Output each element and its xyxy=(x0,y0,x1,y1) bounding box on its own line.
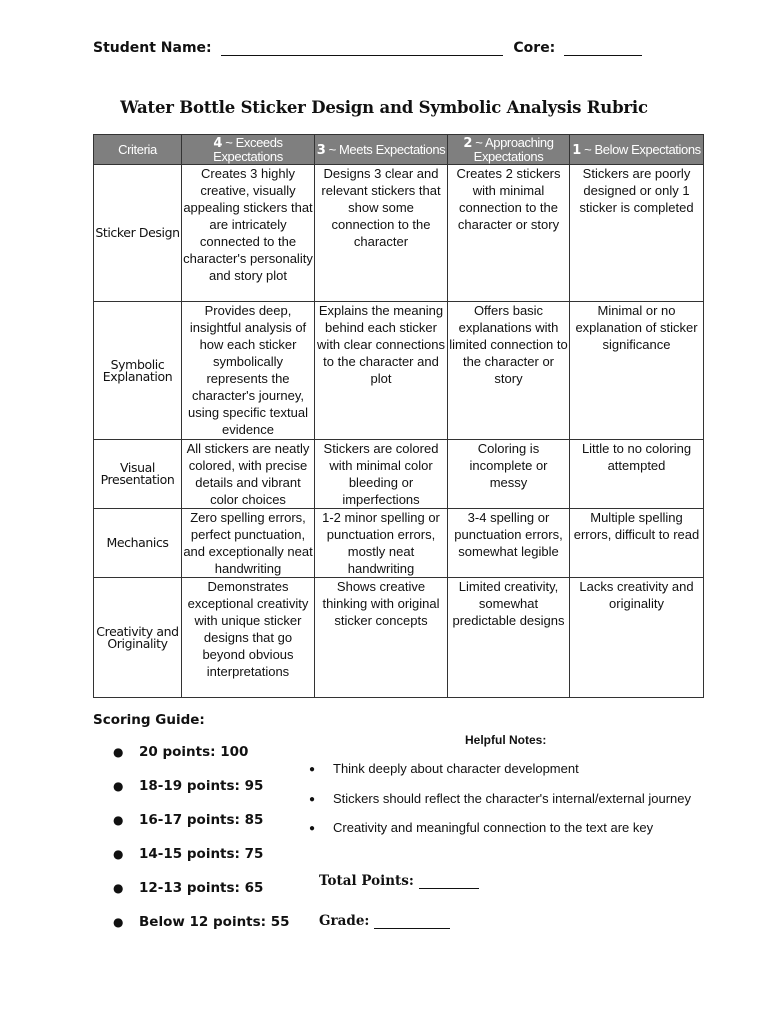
list-item: ● Think deeply about character development xyxy=(309,761,579,776)
criterion-cell: Visual Presentation xyxy=(94,440,182,509)
list-item: ● Below 12 points: 55 xyxy=(113,914,290,930)
scoring-guide-title: Scoring Guide: xyxy=(93,712,205,728)
total-points-blank[interactable] xyxy=(419,875,479,889)
student-name-label: Student Name: xyxy=(93,40,212,56)
list-item: ● 18-19 points: 95 xyxy=(113,778,264,794)
list-item: ● 14-15 points: 75 xyxy=(113,846,264,862)
table-cell: Stickers are colored with minimal color bleeding or imperfections xyxy=(315,440,448,509)
bullet-icon: ● xyxy=(113,881,124,895)
header-line xyxy=(93,40,642,56)
column-header-1: 1 ~ Below Expectations xyxy=(570,135,704,165)
table-cell: Designs 3 clear and relevant stickers that show some connection to the character xyxy=(315,165,448,302)
total-points-label: Total Points: xyxy=(319,873,414,889)
table-row xyxy=(94,440,704,509)
criterion-cell: Creativity and Originality xyxy=(94,578,182,698)
table-cell: Minimal or no explanation of sticker significance xyxy=(570,302,704,440)
table-cell: 3-4 spelling or punctuation errors, somewhat legible xyxy=(448,509,570,578)
list-item: ● 20 points: 100 xyxy=(113,744,249,760)
list-item: ● 12-13 points: 65 xyxy=(113,880,264,896)
table-cell: Creates 2 stickers with minimal connection to the character or story xyxy=(448,165,570,302)
table-cell: Shows creative thinking with original sticker concepts xyxy=(315,578,448,698)
column-header-4: 4 ~ Exceeds Expectations xyxy=(182,135,315,165)
table-cell: Offers basic explanations with limited connection to the character or story xyxy=(448,302,570,440)
bullet-icon: ● xyxy=(113,847,124,861)
student-name-blank[interactable] xyxy=(221,41,503,56)
core-blank[interactable] xyxy=(564,41,642,56)
core-label: Core: xyxy=(513,40,556,56)
total-points xyxy=(319,873,479,889)
table-cell: Explains the meaning behind each sticker with clear connections to the character and plot xyxy=(315,302,448,440)
scoring-guide-list xyxy=(113,744,290,948)
table-cell: Limited creativity, somewhat predictable designs xyxy=(448,578,570,698)
bullet-icon: ● xyxy=(309,793,316,805)
table-cell: Zero spelling errors, perfect punctuation, and exceptionally neat handwriting xyxy=(183,510,313,576)
criterion-cell: Symbolic Explanation xyxy=(94,302,182,440)
rubric-table xyxy=(93,134,704,698)
list-item: ● 16-17 points: 85 xyxy=(113,812,264,828)
table-cell: Little to no coloring attempted xyxy=(570,440,704,509)
table-cell: Demonstrates exceptional creativity with unique sticker designs that go beyond obvious interpretations xyxy=(182,578,315,698)
bullet-icon: ● xyxy=(113,813,124,827)
bullet-icon: ● xyxy=(113,745,124,759)
helpful-notes-title: Helpful Notes: xyxy=(465,733,547,747)
criterion-cell: Mechanics xyxy=(94,509,182,578)
table-cell: All stickers are neatly colored, with precise details and vibrant color choices xyxy=(182,440,315,509)
table-cell: Creates 3 highly creative, visually appealing stickers that are intricately connected to the character's personality and story plot xyxy=(182,165,315,302)
list-item: ● Creativity and meaningful connection to the text are key xyxy=(309,820,654,835)
table-row xyxy=(94,509,704,578)
table-cell: Multiple spelling errors, difficult to read xyxy=(570,509,704,578)
table-cell: Lacks creativity and originality xyxy=(570,578,704,698)
helpful-notes-list xyxy=(309,761,691,850)
grade-label: Grade: xyxy=(319,913,370,929)
table-row xyxy=(94,165,704,302)
table-header-row xyxy=(94,135,704,165)
list-item: ● Stickers should reflect the character's internal/external journey xyxy=(309,790,691,806)
column-header-3: 3 ~ Meets Expectations xyxy=(315,135,448,165)
grade xyxy=(319,913,450,929)
criterion-cell: Sticker Design xyxy=(94,165,182,302)
bullet-icon: ● xyxy=(113,779,124,793)
column-header-2: 2 ~ Approaching Expectations xyxy=(448,135,570,165)
table-row xyxy=(94,578,704,698)
table-row xyxy=(94,302,704,440)
page-title: Water Bottle Sticker Design and Symbolic Analysis Rubric xyxy=(120,98,648,117)
bullet-icon: ● xyxy=(309,823,316,834)
bullet-icon: ● xyxy=(309,764,316,775)
table-cell: 1-2 minor spelling or punctuation errors, mostly neat handwriting xyxy=(315,509,448,578)
table-cell: Stickers are poorly designed or only 1 sticker is completed xyxy=(570,165,704,302)
table-cell: Provides deep, insightful analysis of how each sticker symbolically represents the character's journey, using specific textual evidence xyxy=(182,302,315,440)
bullet-icon: ● xyxy=(113,915,124,929)
grade-blank[interactable] xyxy=(374,915,450,929)
column-header-criteria: Criteria xyxy=(94,135,182,165)
table-cell: Coloring is incomplete or messy xyxy=(448,440,570,509)
